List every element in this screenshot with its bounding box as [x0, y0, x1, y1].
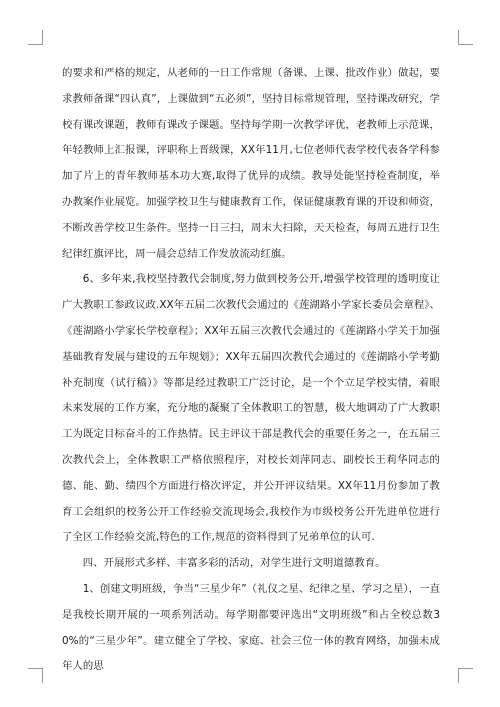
paragraph-teaching-routine: 的要求和严格的规定，从老师的一日工作常规（备课、上课、批改作业）做起，要求教师备课“四认真”，上课做到“五必须”，坚持目标常规管理，坚持课改研究，学校有课改课题，教师有课改子课题。坚持每学期一次教学评优，老教师上示范课，年轻教师上汇报课，评职称上晋级课，XX年11月,七位老师代表学校代表各学科参加了片上的青年教师基本功大赛,取得了优异的成绩。教导处能坚持检查制度，举办教案作业展览。加强学校卫生与健康教育工作，保证健康教育课的开设和师资，不断改善学校卫生条件。坚持一日三扫，周末大扫除，天天检查，每周五进行卫生纪律红旗评比，周一晨会总结工作发放流动红旗。 — [62, 67, 440, 260]
crop-mark-top-right — [458, 30, 473, 45]
paragraph-staff-congress: 6、多年来,我校坚持教代会制度,努力做到校务公开,增强学校管理的透明度让广大教职工参政议政.XX年五届二次教代会通过的《莲湖路小学家长委员会章程》、《莲湖路小学家长学校章程》；XX年五届三次教代会通过的《莲湖路小学关于加强基础教育发展与建设的五年规划》；XX年五届四次教代会通过的《莲湖路小学考勤补充制度（试行稿）》等都是经过教职工广泛讨论，是一个个立足学校实情，着眼未来发展的工作方案，充分地的凝聚了全体教职工的智慧，极大地调动了广大教职工为既定目标奋斗的工作热情。民主评议干部是教代会的重要任务之一，在五届三次教代会上，全体教职工严格依照程序，对校长刘萍同志、副校长王莉华同志的德、能、勤、绩四个方面进行格次评定，并公开评议结果。XX年11月份参加了教育工会组织的校务公开工作经验交流现场会,我校作为市级校务公开先进单位进行了全区工作经验交流,特色的工作,规范的资料得到了兄弟单位的认可. — [62, 273, 440, 544]
section-heading-activities: 四、开展形式多样、丰富多彩的活动，对学生进行文明道德教育。 — [82, 557, 386, 570]
crop-mark-bottom-left — [28, 668, 43, 683]
crop-mark-bottom-right — [458, 668, 473, 683]
crop-mark-top-left — [28, 30, 43, 45]
document-body — [62, 61, 440, 680]
paragraph-civilized-class: 1、创建文明班级，争当“三星少年”（礼仪之星、纪律之星、学习之星），一直是我校长期开展的一项系列活动。每学期都要评选出“文明班级”和占全校总数30%的“三星少年”。建立健全了学校、家庭、社会三位一体的教育网络，加强未成年人的思 — [62, 582, 440, 673]
